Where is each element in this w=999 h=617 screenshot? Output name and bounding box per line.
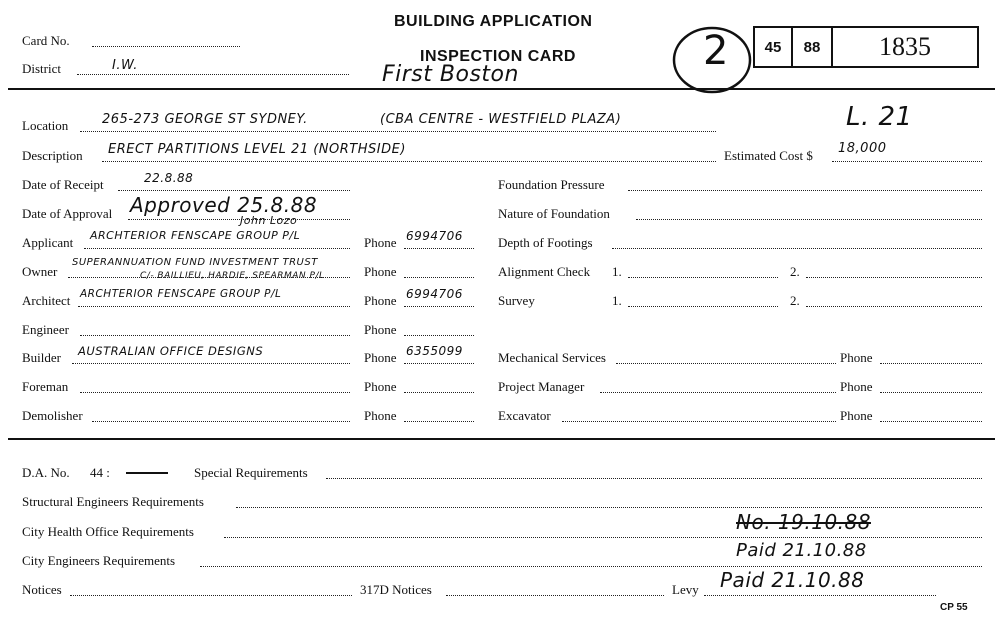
- builder-phone-line: [404, 363, 474, 364]
- owner-label: Owner: [22, 264, 58, 279]
- applicant-label: Applicant: [22, 235, 74, 250]
- receipt-line: [118, 190, 350, 191]
- location-label: Location: [22, 118, 69, 133]
- project-manager-label: Project Manager: [498, 379, 585, 394]
- excavator-line: [562, 421, 836, 422]
- depth-footings-label: Depth of Footings: [498, 235, 593, 250]
- mechanical-phone-line: [880, 363, 982, 364]
- applicant-phone-label: Phone: [364, 235, 397, 250]
- card-box-2: 88: [791, 26, 833, 68]
- location-value: 265-273 GEORGE ST SYDNEY.: [102, 112, 308, 127]
- structural-line: [236, 507, 982, 508]
- receipt-label: Date of Receipt: [22, 177, 104, 192]
- foundation-pressure-line: [628, 190, 982, 191]
- architect-phone: 6994706: [406, 287, 463, 301]
- special-requirements-line: [326, 478, 982, 479]
- divider-bottom: [8, 438, 995, 440]
- foreman-phone-label: Phone: [364, 379, 397, 394]
- notices-317d-label: 317D Notices: [360, 582, 432, 597]
- owner-phone-label: Phone: [364, 264, 397, 279]
- project-manager-phone-label: Phone: [840, 379, 873, 394]
- notices-line: [70, 595, 352, 596]
- card-no-label: Card No.: [22, 33, 70, 48]
- mechanical-line: [616, 363, 836, 364]
- excavator-phone-label: Phone: [840, 408, 873, 423]
- card-box-3: 1835: [831, 26, 979, 68]
- excavator-label: Excavator: [498, 408, 551, 423]
- title-line1: BUILDING APPLICATION: [394, 13, 593, 30]
- card-box-1: 45: [753, 26, 793, 68]
- builder-label: Builder: [22, 350, 61, 365]
- builder-value: AUSTRALIAN OFFICE DESIGNS: [78, 344, 264, 358]
- mechanical-label: Mechanical Services: [498, 350, 606, 365]
- title-line2: INSPECTION CARD: [420, 48, 576, 65]
- architect-label: Architect: [22, 293, 71, 308]
- form-code: CP 55: [940, 602, 968, 613]
- approval-line: [128, 219, 350, 220]
- survey-1-line: [628, 306, 778, 307]
- district-label: District: [22, 61, 61, 76]
- foreman-line: [80, 392, 350, 393]
- project-manager-phone-line: [880, 392, 982, 393]
- survey-1-label: 1.: [612, 293, 622, 308]
- receipt-value: 22.8.88: [144, 171, 194, 185]
- circled-number: 2: [703, 28, 729, 74]
- level-note: L. 21: [846, 102, 913, 132]
- builder-phone-label: Phone: [364, 350, 397, 365]
- owner-phone-line: [404, 277, 474, 278]
- excavator-phone-line: [880, 421, 982, 422]
- da-dash: [126, 472, 168, 474]
- da-label: D.A. No.: [22, 465, 70, 480]
- architect-line: [78, 306, 350, 307]
- alignment-2-label: 2.: [790, 264, 800, 279]
- engineer-phone-line: [404, 335, 474, 336]
- applicant-value: ARCHTERIOR FENSCAPE GROUP P/L: [90, 229, 301, 242]
- builder-line: [72, 363, 350, 364]
- estimated-cost-label: Estimated Cost $: [724, 148, 813, 163]
- city-engineers-label: City Engineers Requirements: [22, 553, 176, 568]
- architect-phone-label: Phone: [364, 293, 397, 308]
- notices-label: Notices: [22, 582, 62, 597]
- engineer-phone-label: Phone: [364, 322, 397, 337]
- architect-phone-line: [404, 306, 474, 307]
- health-label: City Health Office Requirements: [22, 524, 194, 539]
- notices-317d-line: [446, 595, 664, 596]
- levy-line: [704, 595, 936, 596]
- alignment-2-line: [806, 277, 982, 278]
- levy-value: Paid 21.10.88: [720, 568, 865, 592]
- description-value: ERECT PARTITIONS LEVEL 21 (NORTHSIDE): [108, 142, 406, 157]
- foreman-label: Foreman: [22, 379, 69, 394]
- approval-signature: John Lozo: [240, 214, 298, 227]
- survey-label: Survey: [498, 293, 535, 308]
- demolisher-phone-line: [404, 421, 474, 422]
- survey-2-line: [806, 306, 982, 307]
- estimated-cost-value: 18,000: [838, 141, 887, 156]
- engineer-label: Engineer: [22, 322, 69, 337]
- applicant-phone: 6994706: [406, 229, 463, 243]
- engineer-line: [80, 335, 350, 336]
- mechanical-phone-label: Phone: [840, 350, 873, 365]
- health-value: No. 19.10.88: [736, 510, 871, 534]
- description-line: [102, 161, 716, 162]
- alignment-1-line: [628, 277, 778, 278]
- location-extra: (CBA CENTRE - WESTFIELD PLAZA): [380, 112, 622, 127]
- foundation-pressure-label: Foundation Pressure: [498, 177, 605, 192]
- alignment-check-label: Alignment Check: [498, 264, 591, 279]
- district-value: I.W.: [112, 58, 138, 73]
- estimated-cost-line: [832, 161, 982, 162]
- demolisher-phone-label: Phone: [364, 408, 397, 423]
- nature-foundation-label: Nature of Foundation: [498, 206, 610, 221]
- depth-footings-line: [612, 248, 982, 249]
- levy-label: Levy: [672, 582, 699, 597]
- district-line: [77, 74, 349, 75]
- structural-label: Structural Engineers Requirements: [22, 494, 204, 509]
- project-manager-line: [600, 392, 836, 393]
- alignment-1-label: 1.: [612, 264, 622, 279]
- city-engineers-line: [200, 566, 982, 567]
- special-requirements-label: Special Requirements: [194, 465, 308, 480]
- applicant-line: [84, 248, 350, 249]
- city-engineers-value: Paid 21.10.88: [736, 540, 867, 561]
- approval-label: Date of Approval: [22, 206, 113, 221]
- health-line: [224, 537, 982, 538]
- builder-phone: 6355099: [406, 344, 463, 358]
- owner-value: SUPERANNUATION FUND INVESTMENT TRUST: [72, 257, 318, 268]
- demolisher-line: [92, 421, 350, 422]
- demolisher-label: Demolisher: [22, 408, 83, 423]
- description-label: Description: [22, 148, 83, 163]
- da-value: 44 :: [90, 465, 110, 480]
- owner-value-2: C/- BAILLIEU, HARDIE, SPEARMAN P/L: [140, 271, 325, 281]
- nature-foundation-line: [636, 219, 982, 220]
- location-line: [80, 131, 716, 132]
- survey-2-label: 2.: [790, 293, 800, 308]
- card-no-line: [92, 46, 240, 47]
- architect-value: ARCHTERIOR FENSCAPE GROUP P/L: [80, 288, 282, 300]
- approval-value: Approved 25.8.88: [130, 193, 318, 217]
- handwritten-name: First Boston: [382, 62, 519, 87]
- divider-top: [8, 88, 995, 90]
- foreman-phone-line: [404, 392, 474, 393]
- applicant-phone-line: [404, 248, 474, 249]
